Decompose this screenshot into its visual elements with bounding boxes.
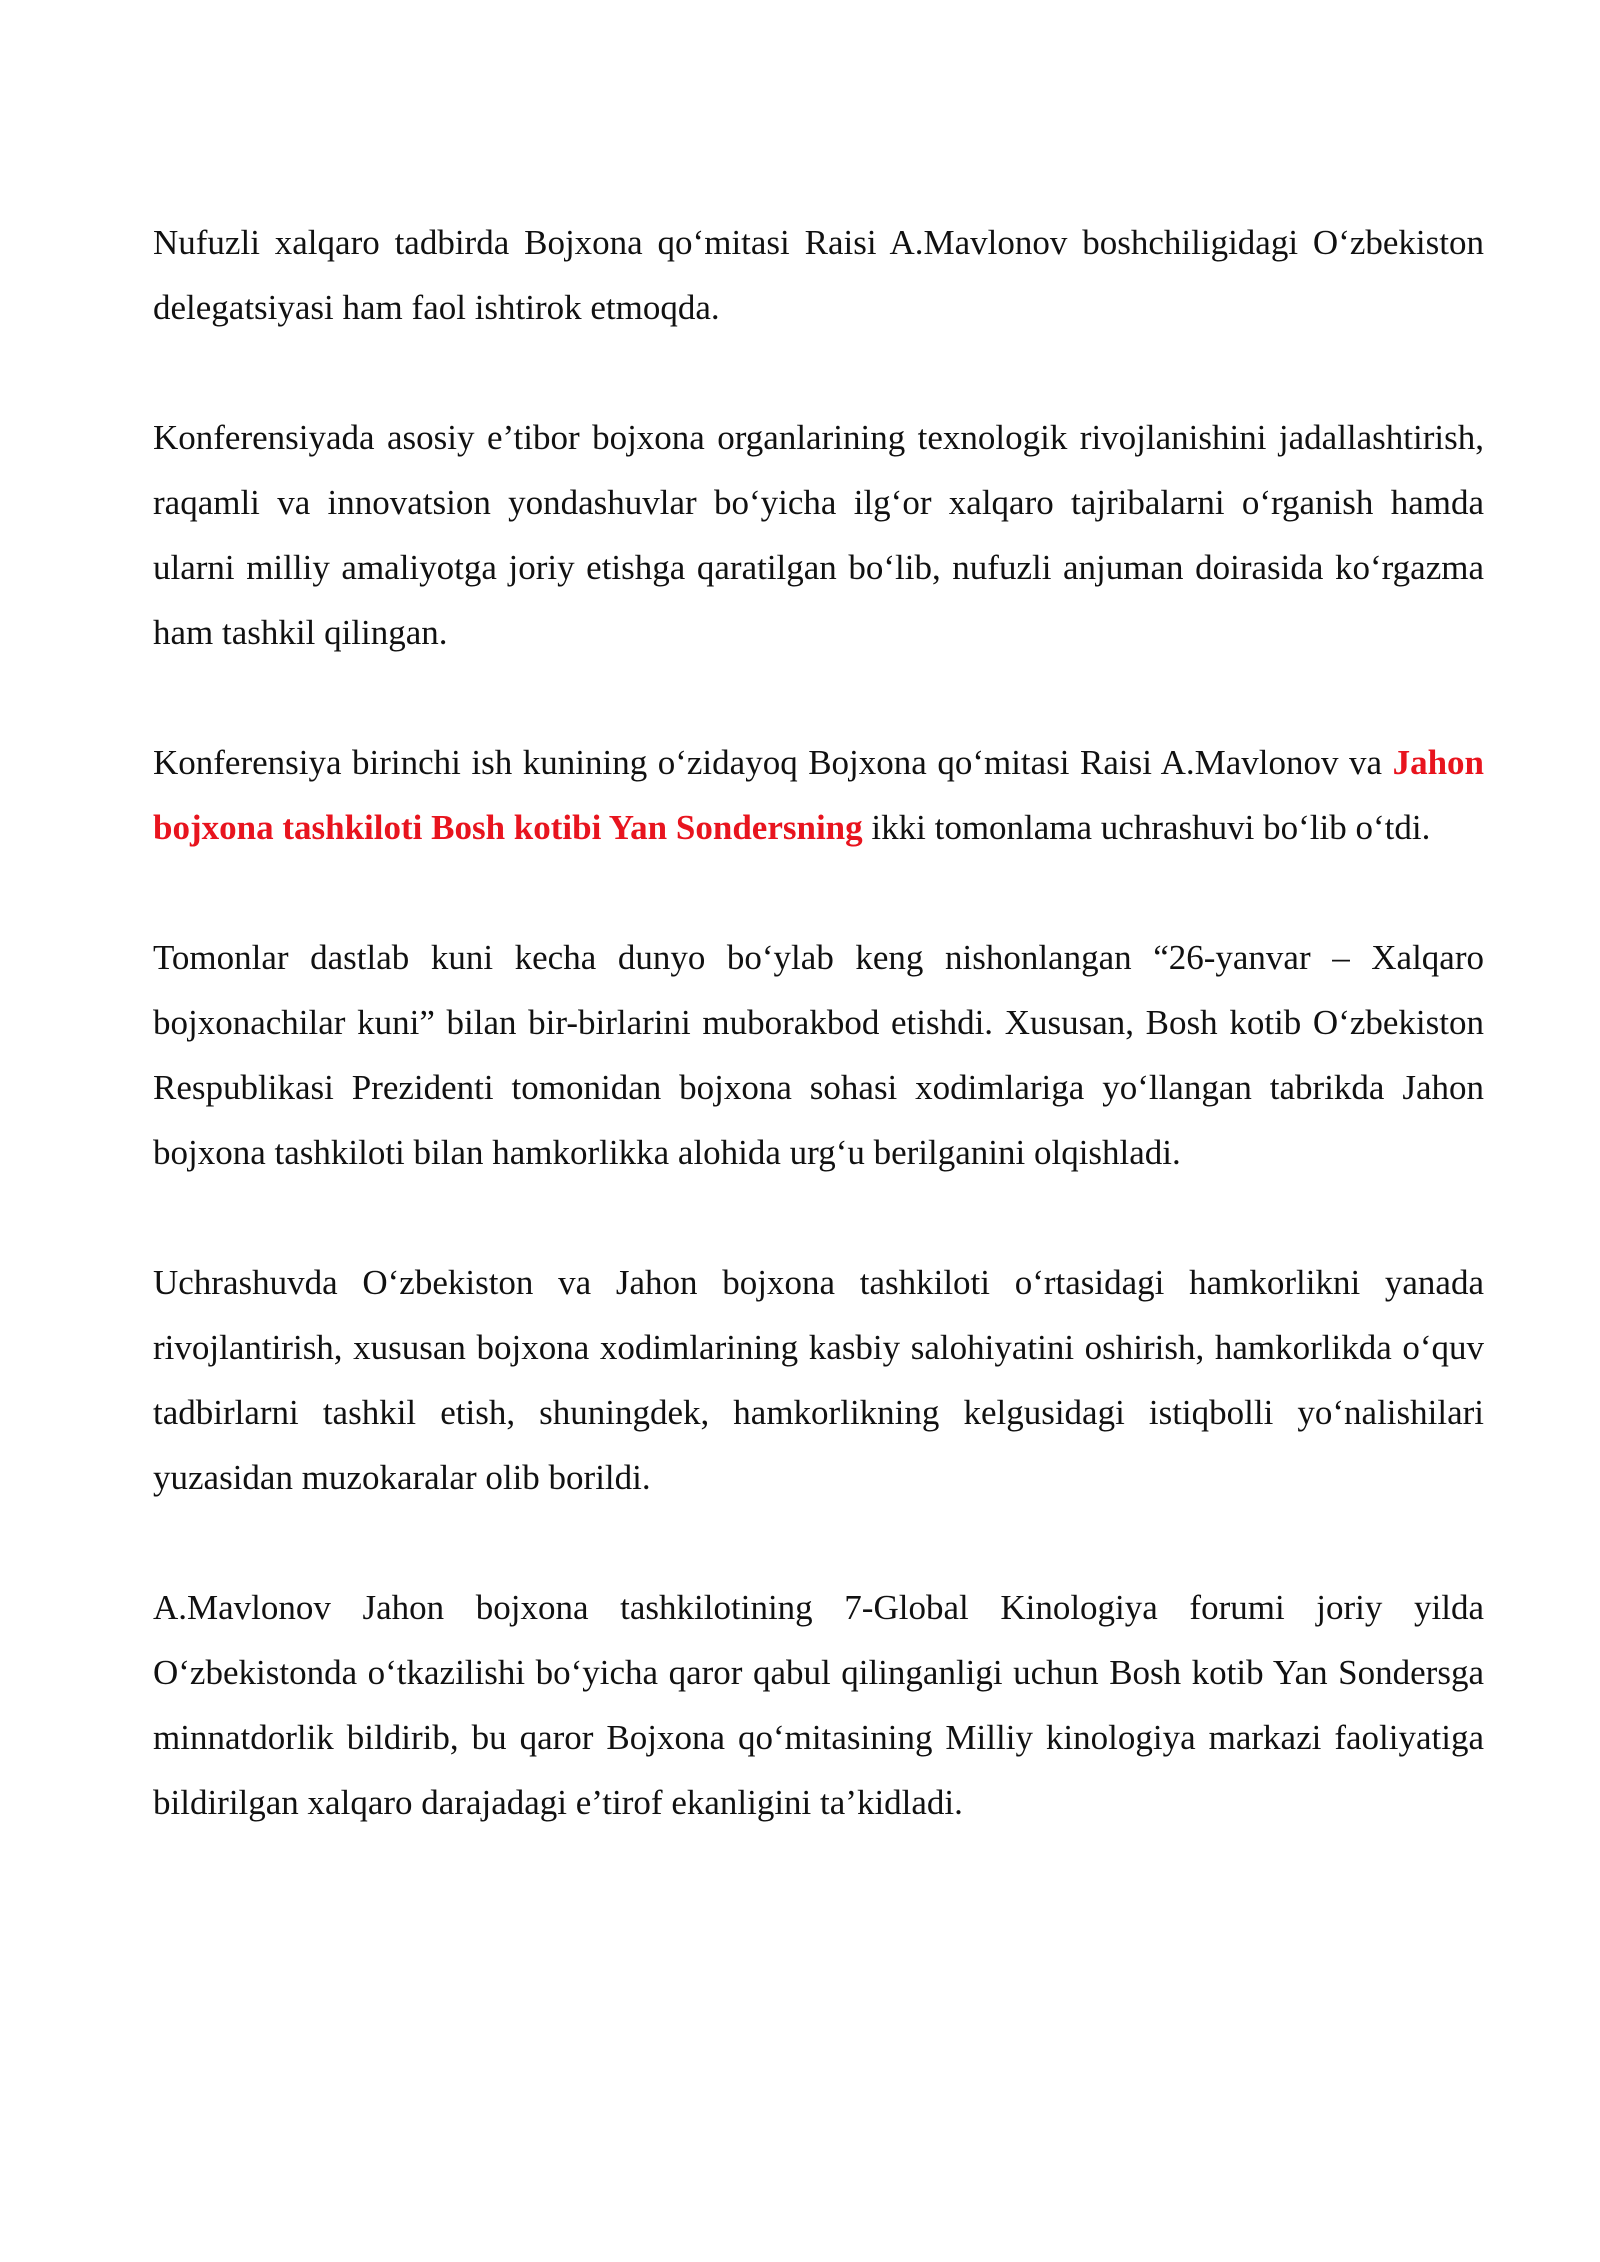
paragraph-bilateral-meeting-lead: Konferensiya birinchi ish kunining o‘zidayoq Bojxona qo‘mitasi Raisi A.Mavlonov va — [153, 743, 1393, 782]
paragraph-conference-focus: Konferensiyada asosiy e’tibor bojxona organlarining texnologik rivojlanishini jadallashtirish, raqamli va innovatsion yondashuvlar bo‘yicha ilg‘or xalqaro tajribalarni o‘rganish hamda ularni milliy amaliyotga joriy etishga qaratilgan bo‘lib, nufuzli anjuman doirasida ko‘rgazma ham tashkil qilingan. — [153, 418, 1484, 652]
document-page — [153, 210, 1484, 1900]
paragraph-customs-day: Tomonlar dastlab kuni kecha dunyo bo‘ylab keng nishonlangan “26-yanvar – Xalqaro bojxonachilar kuni” bilan bir-birlarini muborakbod etishdi. Xususan, Bosh kotib O‘zbekiston Respublikasi Prezidenti tomonidan bojxona sohasi xodimlariga yo‘llangan tabrikda Jahon bojxona tashkiloti bilan hamkorlikka alohida urg‘u berilganini olqishladi. — [153, 938, 1484, 1172]
highlighted-wco-secretary-general: Jahon bojxona tashkiloti Bosh kotibi Yan Sondersning — [153, 743, 1484, 847]
paragraph-kinology-forum: A.Mavlonov Jahon bojxona tashkilotining 7-Global Kinologiya forumi joriy yilda O‘zbekistonda o‘tkazilishi bo‘yicha qaror qabul qilinganligi uchun Bosh kotib Yan Sondersga minnatdorlik bildirib, bu qaror Bojxona qo‘mitasining Milliy kinologiya markazi faoliyatiga bildirilgan xalqaro darajadagi e’tirof ekanligini ta’kidladi. — [153, 1588, 1484, 1822]
paragraph-delegation: Nufuzli xalqaro tadbirda Bojxona qo‘mitasi Raisi A.Mavlonov boshchiligidagi O‘zbekiston delegatsiyasi ham faol ishtirok etmoqda. — [153, 223, 1484, 327]
paragraph-bilateral-meeting — [153, 730, 1484, 860]
paragraph-cooperation-talks: Uchrashuvda O‘zbekiston va Jahon bojxona tashkiloti o‘rtasidagi hamkorlikni yanada rivojlantirish, xususan bojxona xodimlarining kasbiy salohiyatini oshirish, hamkorlikda o‘quv tadbirlarni tashkil etish, shuningdek, hamkorlikning kelgusidagi istiqbolli yo‘nalishilari yuzasidan muzokaralar olib borildi. — [153, 1263, 1484, 1497]
paragraph-bilateral-meeting-tail: ikki tomonlama uchrashuvi bo‘lib o‘tdi. — [862, 808, 1431, 847]
